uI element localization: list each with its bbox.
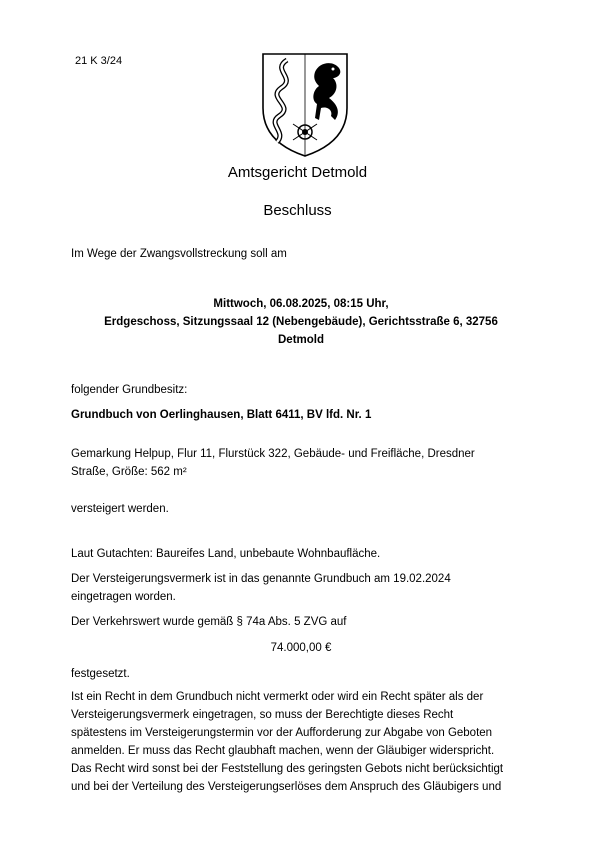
market-value-outro: festgesetzt. bbox=[71, 668, 130, 680]
register-entry-line-2: eingetragen worden. bbox=[71, 591, 176, 603]
register-entry bbox=[71, 570, 531, 606]
rights-line: Versteigerungsvermerk eingetragen, so muss der Berechtigte dieses Recht bbox=[71, 709, 454, 721]
hearing-details bbox=[71, 295, 531, 349]
rights-line: Das Recht wird sonst bei der Feststellung des geringsten Gebots nicht berücksichtigt bbox=[71, 763, 504, 775]
rights-line: spätestens im Versteigerungstermin vor der Aufforderung zur Abgabe von Geboten bbox=[71, 727, 493, 739]
parcel-line-2: Straße, Größe: 562 m² bbox=[71, 466, 187, 478]
rights-notice bbox=[71, 688, 531, 796]
parcel-line-1: Gemarkung Helpup, Flur 11, Flurstück 322, Gebäude- und Freifläche, Dresdner bbox=[71, 448, 475, 460]
parcel-description bbox=[71, 445, 531, 481]
market-value-intro: Der Verkehrswert wurde gemäß § 74a Abs. 5 ZVG auf bbox=[71, 616, 347, 628]
auction-phrase: versteigert werden. bbox=[71, 503, 169, 515]
hearing-location-line-2: Detmold bbox=[278, 334, 324, 346]
register-heading: Grundbuch von Oerlinghausen, Blatt 6411, BV lfd. Nr. 1 bbox=[71, 409, 372, 421]
rights-line: und bei der Verteilung des Versteigerungserlöses dem Anspruch des Gläubigers und bbox=[71, 781, 502, 793]
document-title: Beschluss bbox=[263, 202, 332, 219]
case-number: 21 K 3/24 bbox=[75, 55, 123, 67]
rights-line: anmelden. Er muss das Recht glaubhaft machen, wenn der Gläubiger widerspricht. bbox=[71, 745, 495, 757]
coat-of-arms-emblem bbox=[257, 50, 353, 160]
rights-line: Ist ein Recht in dem Grundbuch nicht vermerkt oder wird ein Recht später als der bbox=[71, 691, 484, 703]
register-entry-line-1: Der Versteigerungsvermerk ist in das genannte Grundbuch am 19.02.2024 bbox=[71, 573, 451, 585]
property-intro: folgender Grundbesitz: bbox=[71, 384, 188, 396]
hearing-location-line-1: Erdgeschoss, Sitzungssaal 12 (Nebengebäude), Gerichtsstraße 6, 32756 bbox=[104, 316, 498, 328]
court-name: Amtsgericht Detmold bbox=[227, 164, 368, 181]
appraisal-text: Laut Gutachten: Baureifes Land, unbebaute Wohnbaufläche. bbox=[71, 548, 381, 560]
market-value-amount: 74.000,00 € bbox=[270, 642, 332, 654]
hearing-date: Mittwoch, 06.08.2025, 08:15 Uhr, bbox=[213, 298, 389, 310]
intro-text: Im Wege der Zwangsvollstreckung soll am bbox=[71, 248, 287, 260]
